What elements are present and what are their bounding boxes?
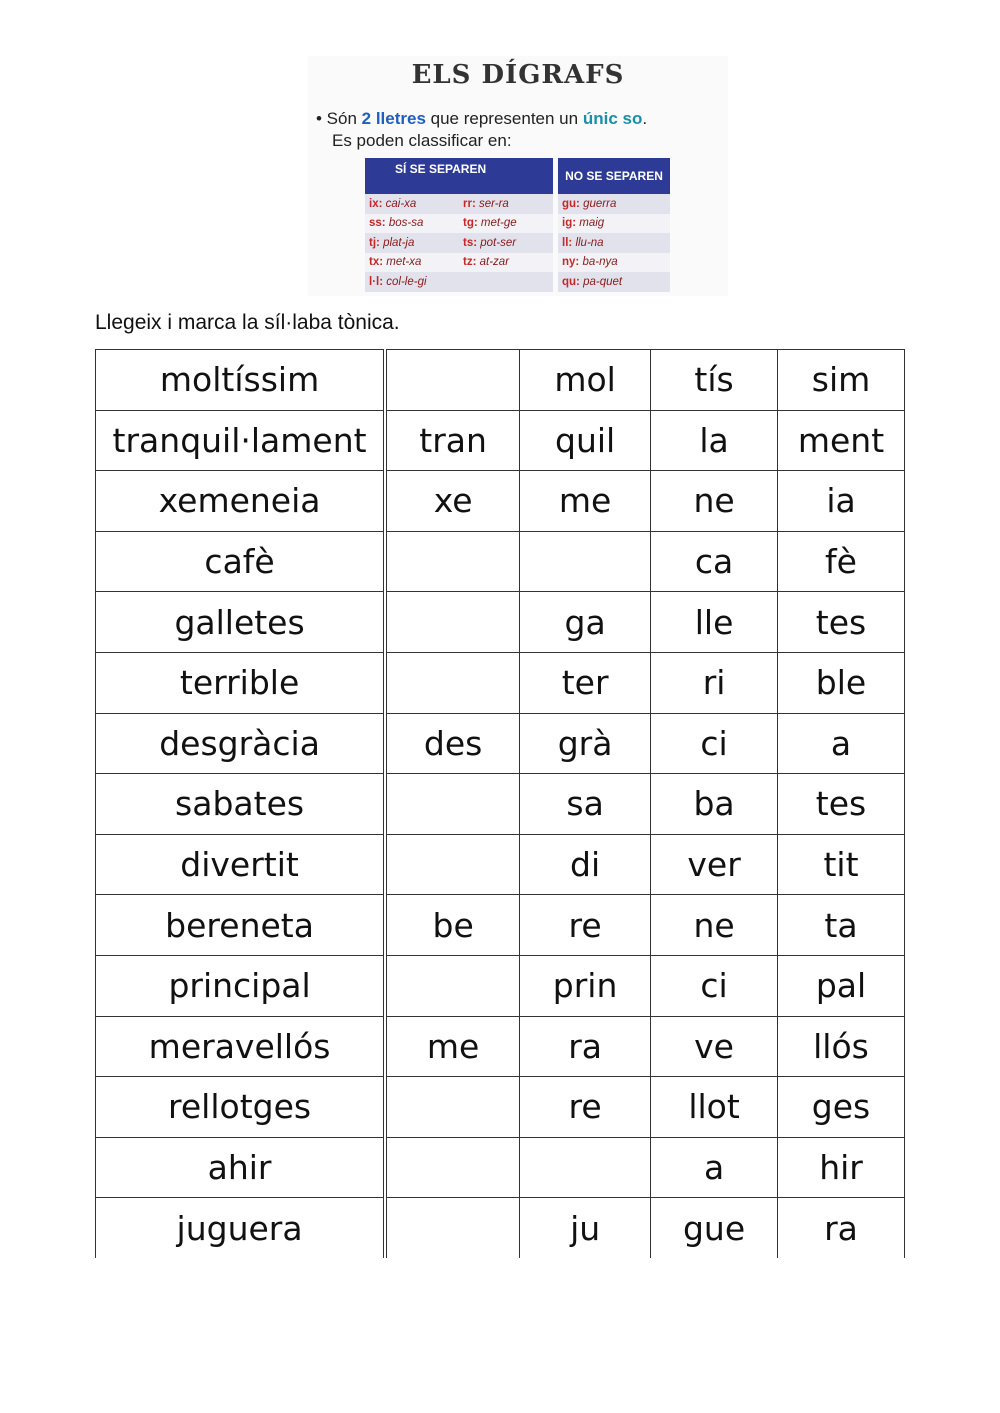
- syllable-cell[interactable]: tes: [778, 774, 905, 835]
- syllable-cell[interactable]: [385, 592, 519, 653]
- word-cell: meravellós: [96, 1016, 386, 1077]
- syllable-cell[interactable]: be: [385, 895, 519, 956]
- syllable-cell[interactable]: hir: [778, 1137, 905, 1198]
- syllable-cell[interactable]: [385, 531, 519, 592]
- digraph-word: ser-ra: [478, 197, 509, 210]
- syllable-cell[interactable]: ia: [778, 471, 905, 532]
- table-row: [96, 834, 905, 895]
- syllable-cell[interactable]: ta: [778, 895, 905, 956]
- word-cell: rellotges: [96, 1077, 386, 1138]
- bullet-middle: que representen un: [425, 109, 583, 128]
- syllable-cell[interactable]: di: [520, 834, 651, 895]
- word-cell: terrible: [96, 652, 386, 713]
- bullet-prefix: • Són: [316, 109, 362, 128]
- syllable-cell[interactable]: re: [520, 895, 651, 956]
- digraph-key: ig:: [562, 217, 577, 230]
- separable-row: [365, 233, 553, 253]
- digraph-key: rr:: [463, 197, 476, 210]
- table-row: [96, 350, 905, 411]
- digraph-word: at-zar: [479, 256, 510, 269]
- syllable-cell[interactable]: [385, 652, 519, 713]
- separable-rows: [365, 194, 553, 292]
- digraph-key: tz:: [463, 256, 477, 269]
- digraph-example: [459, 256, 553, 268]
- non-separable-rows: [558, 194, 670, 292]
- highlight-single-sound: únic so: [582, 109, 643, 128]
- digraph-key: tj:: [369, 236, 380, 249]
- syllable-cell[interactable]: ver: [651, 834, 778, 895]
- non-separable-header: NO SE SEPAREN: [558, 158, 670, 194]
- table-row: [96, 471, 905, 532]
- classification-line: Es poden classificar en:: [332, 131, 512, 150]
- definition-line: [316, 108, 647, 130]
- syllable-cell[interactable]: lle: [651, 592, 778, 653]
- digraph-key: tx:: [369, 256, 384, 269]
- syllable-cell[interactable]: [385, 955, 519, 1016]
- separable-header: SÍ SE SEPAREN: [365, 158, 553, 194]
- digraph-key: tg:: [463, 217, 478, 230]
- syllable-cell[interactable]: mol: [520, 350, 651, 411]
- digraph-word: cai-xa: [385, 197, 417, 210]
- syllable-cell[interactable]: ne: [651, 895, 778, 956]
- syllable-cell[interactable]: gue: [651, 1198, 778, 1258]
- word-cell: tranquil·lament: [96, 410, 386, 471]
- non-separable-row: [558, 233, 670, 253]
- syllable-cell[interactable]: ri: [651, 652, 778, 713]
- table-row: [96, 531, 905, 592]
- syllable-cell[interactable]: ra: [778, 1198, 905, 1258]
- syllable-table: [95, 349, 905, 1258]
- syllable-cell[interactable]: la: [651, 410, 778, 471]
- syllable-cell[interactable]: pal: [778, 955, 905, 1016]
- syllable-cell[interactable]: a: [651, 1137, 778, 1198]
- non-separable-row: [558, 253, 670, 273]
- panel-title: ELS DÍGRAFS: [411, 60, 625, 90]
- digraph-example: [459, 237, 553, 249]
- word-cell: principal: [96, 955, 386, 1016]
- syllable-cell[interactable]: ca: [651, 531, 778, 592]
- digraph-key: ll:: [562, 236, 573, 249]
- separable-row: [365, 253, 553, 273]
- digraph-key: ss:: [369, 217, 386, 230]
- digraph-key: qu:: [562, 275, 580, 288]
- separable-digraphs-table: [365, 158, 553, 292]
- digraph-word: met-xa: [386, 256, 422, 269]
- word-cell: bereneta: [96, 895, 386, 956]
- table-row: [96, 774, 905, 835]
- digraph-example: [558, 256, 670, 268]
- syllable-cell[interactable]: [385, 834, 519, 895]
- syllable-cell[interactable]: tran: [385, 410, 519, 471]
- digraph-example: [558, 276, 670, 288]
- syllable-cell[interactable]: [385, 1198, 519, 1258]
- non-separable-row: [558, 272, 670, 292]
- syllable-cell[interactable]: [520, 531, 651, 592]
- instruction-text: Llegeix i marca la síl·laba tònica.: [95, 311, 400, 334]
- syllable-cell[interactable]: sim: [778, 350, 905, 411]
- digraph-example: [365, 276, 459, 288]
- syllable-cell[interactable]: ba: [651, 774, 778, 835]
- digraph-key: ix:: [369, 197, 383, 210]
- table-row: [96, 1137, 905, 1198]
- separable-row: [365, 194, 553, 214]
- digraph-word: plat-ja: [383, 236, 415, 249]
- syllable-cell[interactable]: llós: [778, 1016, 905, 1077]
- digraph-word: guerra: [583, 197, 617, 210]
- syllable-cell[interactable]: ga: [520, 592, 651, 653]
- table-row: [96, 1077, 905, 1138]
- separable-row: [365, 214, 553, 234]
- syllable-cell[interactable]: ve: [651, 1016, 778, 1077]
- digraph-example: [365, 256, 459, 268]
- word-cell: desgràcia: [96, 713, 386, 774]
- syllable-cell[interactable]: grà: [520, 713, 651, 774]
- word-cell: moltíssim: [96, 350, 386, 411]
- syllable-cell[interactable]: ter: [520, 652, 651, 713]
- digraph-word: ba-nya: [582, 256, 618, 269]
- digraph-example: [365, 217, 459, 229]
- digraph-example: [558, 198, 670, 210]
- non-separable-row: [558, 194, 670, 214]
- table-row: [96, 1198, 905, 1258]
- syllable-cell[interactable]: me: [385, 1016, 519, 1077]
- highlight-two-letters: 2 lletres: [361, 109, 426, 128]
- digraph-word: llu-na: [575, 236, 604, 249]
- digraph-word: maig: [579, 217, 605, 230]
- digraph-key: ny:: [562, 256, 580, 269]
- syllable-cell[interactable]: tes: [778, 592, 905, 653]
- bullet-end: .: [642, 109, 648, 128]
- digraph-example: [365, 237, 459, 249]
- syllable-cell[interactable]: quil: [520, 410, 651, 471]
- syllable-cell[interactable]: [520, 1137, 651, 1198]
- word-cell: cafè: [96, 531, 386, 592]
- non-separable-row: [558, 214, 670, 234]
- syllable-cell[interactable]: fè: [778, 531, 905, 592]
- syllable-cell[interactable]: ci: [651, 713, 778, 774]
- digraph-word: pa-quet: [583, 275, 623, 288]
- digraph-key: l·l:: [369, 275, 384, 288]
- table-row: [96, 1016, 905, 1077]
- syllable-cell[interactable]: ges: [778, 1077, 905, 1138]
- table-row: [96, 713, 905, 774]
- syllable-cell[interactable]: [385, 1137, 519, 1198]
- syllable-cell[interactable]: tit: [778, 834, 905, 895]
- syllable-cell[interactable]: ci: [651, 955, 778, 1016]
- syllable-cell[interactable]: sa: [520, 774, 651, 835]
- syllable-cell[interactable]: prin: [520, 955, 651, 1016]
- syllable-cell[interactable]: [385, 350, 519, 411]
- table-row: [96, 592, 905, 653]
- table-row: [96, 955, 905, 1016]
- word-cell: galletes: [96, 592, 386, 653]
- syllable-cell[interactable]: [385, 1077, 519, 1138]
- digraph-example: [459, 217, 553, 229]
- syllable-cell[interactable]: xe: [385, 471, 519, 532]
- digraph-example: [558, 237, 670, 249]
- syllable-cell[interactable]: ment: [778, 410, 905, 471]
- syllable-cell[interactable]: [385, 774, 519, 835]
- separable-row: [365, 272, 553, 292]
- syllable-cell[interactable]: ne: [651, 471, 778, 532]
- panel-definition: [316, 108, 647, 152]
- syllable-cell[interactable]: me: [520, 471, 651, 532]
- word-cell: ahir: [96, 1137, 386, 1198]
- digraph-example: [558, 217, 670, 229]
- digraphs-reference-image: [308, 56, 728, 296]
- table-row: [96, 895, 905, 956]
- syllable-cell[interactable]: des: [385, 713, 519, 774]
- syllable-cell[interactable]: ra: [520, 1016, 651, 1077]
- digraph-word: col-le-gi: [386, 275, 427, 288]
- digraph-example: [365, 198, 459, 210]
- syllable-cell[interactable]: ble: [778, 652, 905, 713]
- digraph-word: pot-ser: [480, 236, 517, 249]
- syllable-cell[interactable]: llot: [651, 1077, 778, 1138]
- word-cell: divertit: [96, 834, 386, 895]
- word-cell: sabates: [96, 774, 386, 835]
- table-row: [96, 652, 905, 713]
- digraph-word: bos-sa: [388, 217, 424, 230]
- syllable-cell[interactable]: tís: [651, 350, 778, 411]
- digraph-key: gu:: [562, 197, 580, 210]
- digraph-key: ts:: [463, 236, 478, 249]
- non-separable-digraphs-table: [558, 158, 670, 292]
- syllable-cell[interactable]: a: [778, 713, 905, 774]
- word-cell: juguera: [96, 1198, 386, 1258]
- digraph-word: met-ge: [480, 217, 517, 230]
- table-row: [96, 410, 905, 471]
- syllable-cell[interactable]: ju: [520, 1198, 651, 1258]
- word-cell: xemeneia: [96, 471, 386, 532]
- syllable-cell[interactable]: re: [520, 1077, 651, 1138]
- digraph-example: [459, 198, 553, 210]
